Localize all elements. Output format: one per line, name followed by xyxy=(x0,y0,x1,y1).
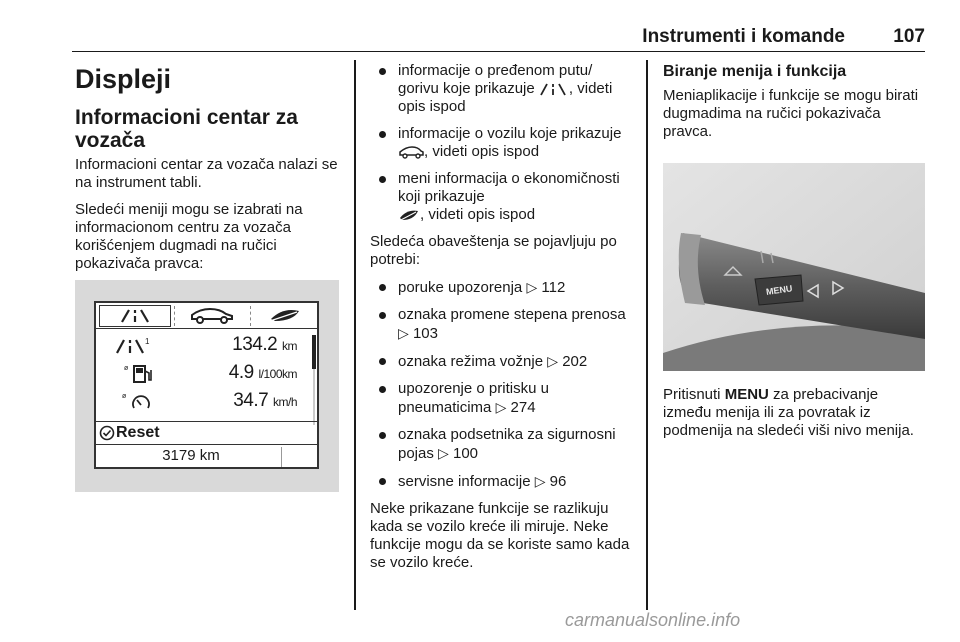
display-tabs xyxy=(96,303,317,329)
leaf-icon xyxy=(253,305,317,325)
list-item-vehicle-menu: informacije o vozilu koje prikazuje , videti opis ispod xyxy=(370,125,636,161)
notifications-list xyxy=(370,278,636,491)
list-item: oznaka režima vožnje ▷ 202 xyxy=(370,352,636,371)
paragraph-menus: Sledeći meniji mogu se izabrati na informacionom centru za vozača korišćenjem dugmadi na ručici pokazivača pravca: xyxy=(75,201,303,272)
svg-text:ø: ø xyxy=(124,365,129,372)
average-speed: 34.7 km/h xyxy=(233,390,297,411)
car-icon xyxy=(176,305,248,325)
subsection-title-menu-selection: Biranje menija i funkcija xyxy=(663,63,847,80)
page-ref-icon: ▷ xyxy=(438,445,449,461)
page-ref-link[interactable]: 100 xyxy=(452,445,479,462)
column-divider-2 xyxy=(646,60,648,610)
speedometer-icon xyxy=(122,391,156,413)
bullet-icon xyxy=(379,131,386,138)
menu-list xyxy=(370,62,636,224)
trip-fuel-icon xyxy=(100,306,170,326)
reset-row xyxy=(96,421,317,445)
page-ref-link[interactable]: 96 xyxy=(549,473,567,490)
page-ref-icon: ▷ xyxy=(398,325,409,341)
subsection-title: Informacioni centar za vozača xyxy=(75,106,298,152)
paragraph-location: Informacioni centar za vozača nalazi se na instrument tabli. xyxy=(75,156,338,191)
page-ref-link[interactable]: 274 xyxy=(510,399,536,416)
page-ref-icon: ▷ xyxy=(534,473,546,489)
odometer: 3179 km xyxy=(162,447,220,464)
driver-info-display-illustration xyxy=(75,280,339,492)
page-ref-icon: ▷ xyxy=(495,399,507,415)
fuel-consumption: 4.9 l/100km xyxy=(228,362,297,383)
page-header xyxy=(72,18,925,52)
stalk-illustration xyxy=(663,163,925,371)
column-3 xyxy=(663,62,929,150)
column-3-bottom xyxy=(663,386,929,449)
column-2 xyxy=(370,62,636,581)
svg-text:1: 1 xyxy=(145,337,150,346)
list-item-eco-menu: meni informacija o ekonomičnosti koji prikazuje , videti opis ispod xyxy=(370,170,636,224)
tab-vehicle xyxy=(176,305,248,327)
list-item: oznaka promene stepena prenosa ▷ 103 xyxy=(370,306,636,343)
leaf-icon xyxy=(398,208,420,222)
page-ref-icon: ▷ xyxy=(547,353,559,369)
display-scroll-thumb xyxy=(312,335,316,369)
page-ref-icon: ▷ xyxy=(526,279,538,295)
check-circle-icon xyxy=(99,425,115,441)
paragraph-function-note: Neke prikazane funkcije se razlikuju kada se vozilo kreće ili miruje. Neke funkcije mogu da se koriste samo kada se vozilo kreće. xyxy=(370,500,630,571)
trip-fuel-icon xyxy=(539,82,569,96)
notifications-intro: Sledeća obaveštenja se pojavljuju po potrebi: xyxy=(370,233,617,268)
fuel-row xyxy=(96,362,301,386)
trip-distance: 134.2 km xyxy=(232,334,297,355)
trip-icon xyxy=(114,336,154,356)
car-icon xyxy=(398,145,424,159)
speed-row xyxy=(96,390,301,414)
tab-eco xyxy=(253,305,317,327)
page-ref-link[interactable]: 202 xyxy=(562,353,588,370)
page-ref-link[interactable]: 112 xyxy=(541,279,566,296)
bullet-icon xyxy=(379,176,386,183)
list-item-trip-menu: informacije o pređenom putu/ gorivu koje prikazuje , videti opis ispod xyxy=(370,62,636,116)
list-item: upozorenje o pritisku u pneumaticima ▷ 274 xyxy=(370,380,636,417)
paragraph-menu-selection: Meniaplikacije i funkcije se mogu birati dugmadima na ručici pokazivača pravca. xyxy=(663,87,919,140)
list-item: servisne informacije ▷ 96 xyxy=(370,472,636,491)
header-title: Instrumenti i komande xyxy=(642,26,845,47)
menu-button-label: MENU xyxy=(724,386,769,403)
column-1 xyxy=(75,62,341,282)
watermark: carmanualsonline.info xyxy=(565,610,741,630)
trip-row xyxy=(96,334,301,358)
list-item: poruke upozorenja ▷ 112 xyxy=(370,278,636,297)
section-title: Displeji xyxy=(75,64,172,94)
stalk-menu-label: MENU xyxy=(765,283,794,297)
page-ref-link[interactable]: 103 xyxy=(412,325,438,342)
paragraph-menu-button: Pritisnuti MENU za prebacivanje između menija ili za povratak iz podmenija na sledeći viši nivo menija. xyxy=(663,386,914,439)
fuel-pump-icon xyxy=(124,363,158,385)
bullet-icon xyxy=(379,68,386,75)
display-screen xyxy=(94,301,319,469)
column-divider-1 xyxy=(354,60,356,610)
list-item: oznaka podsetnika za sigurnosni pojas ▷ 100 xyxy=(370,426,636,463)
svg-text:ø: ø xyxy=(122,393,127,400)
turn-signal-stalk-photo xyxy=(663,163,925,371)
page-number: 107 xyxy=(893,26,925,47)
tab-trip-fuel xyxy=(99,305,171,327)
reset-label: Reset xyxy=(116,424,160,441)
